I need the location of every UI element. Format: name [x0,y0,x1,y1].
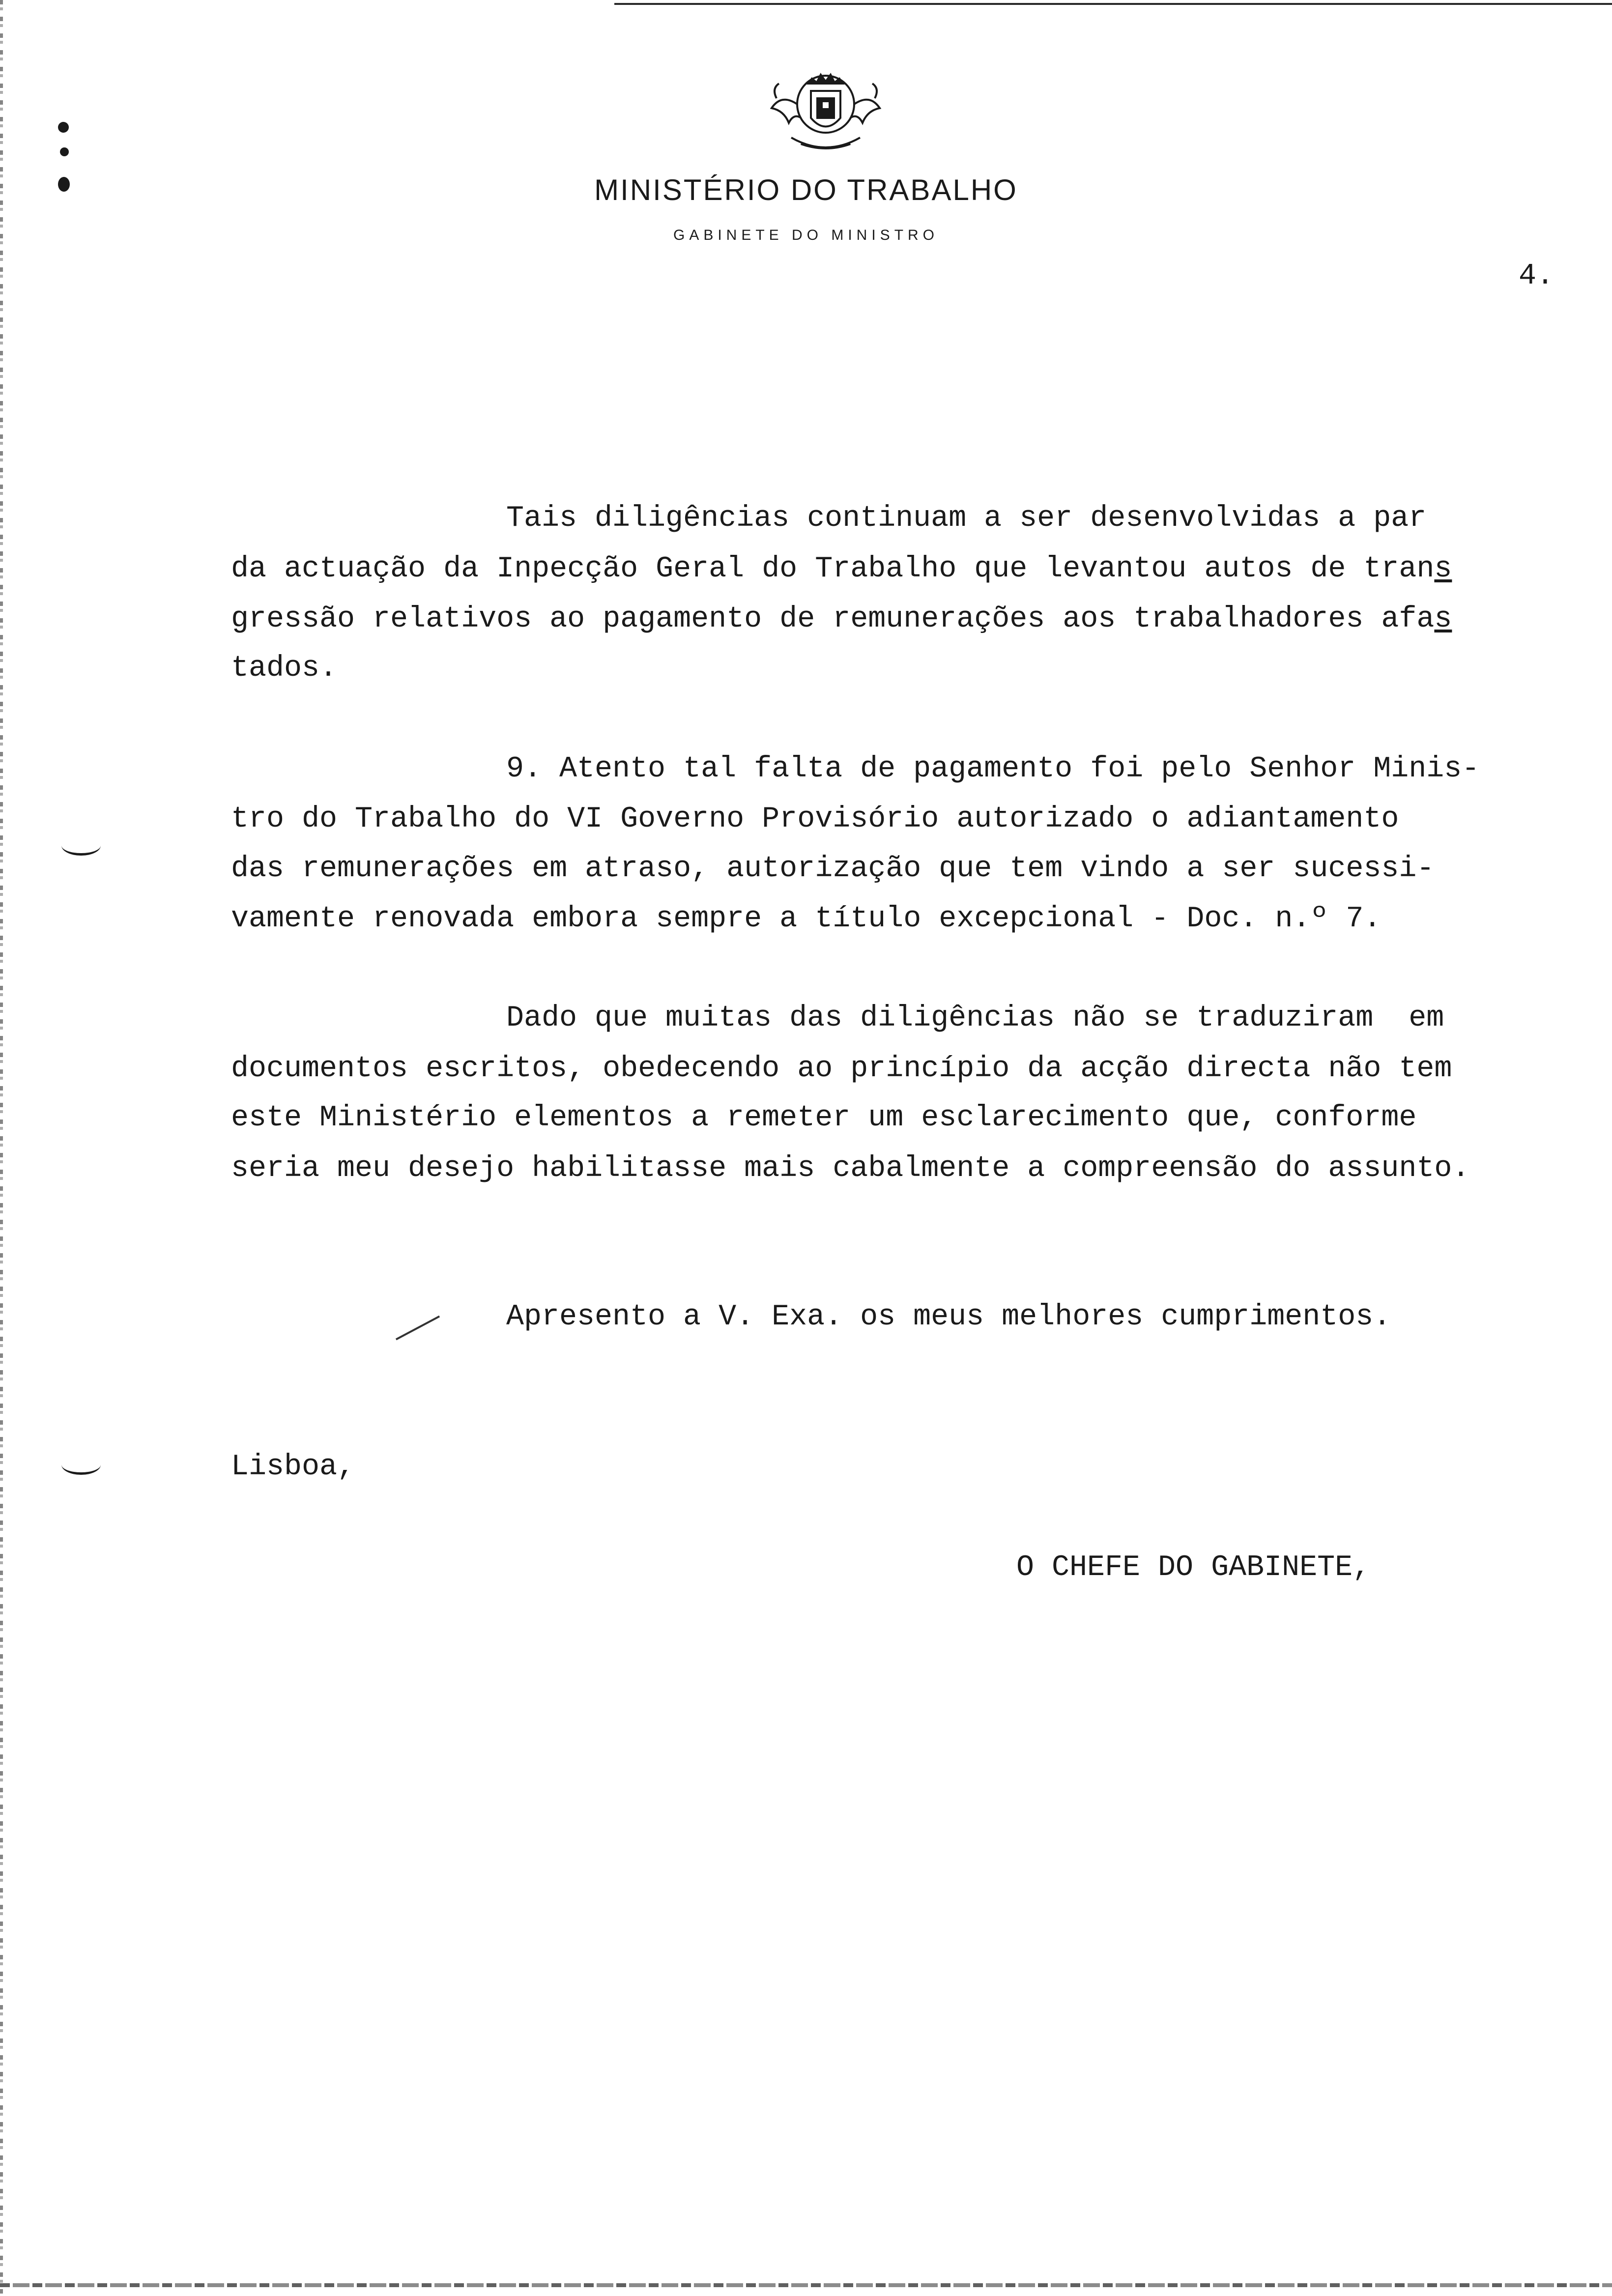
margin-bracket-mark [61,835,101,856]
coat-of-arms-icon [762,64,890,162]
text-line: este Ministério elementos a remeter um esclarecimento que, conforme [231,1101,1417,1135]
text-line: Tais diligências continuam a ser desenvolvidas a par [506,502,1427,535]
pen-stroke-mark [396,1316,440,1340]
page-number: 4. [1519,259,1554,293]
place-line: Lisboa, [231,1450,355,1484]
text-line: vamente renovada embora sempre a título excepcional - Doc. n.º 7. [231,902,1382,936]
ministry-title: MINISTÉRIO DO TRABALHO [594,173,1018,206]
punch-hole-mark [58,122,69,133]
text-line: Dado que muitas das diligências não se traduziram em [506,1002,1444,1035]
text-line: gressão relativos ao pagamento de remunerações aos trabalhadores afas [231,603,1452,636]
bottom-scan-edge [0,2283,1612,2287]
signature-title: O CHEFE DO GABINETE, [1016,1551,1371,1584]
text-line: 9. Atento tal falta de pagamento foi pelo Senhor Minis- [506,752,1480,786]
margin-bracket-mark [61,1455,101,1475]
text-line: das remunerações em atraso, autorização que tem vindo a ser sucessi- [231,852,1435,886]
text-line: documentos escritos, obedecendo ao princípio da acção directa não tem [231,1052,1452,1086]
closing-salutation: Apresento a V. Exa. os meus melhores cumprimentos. [506,1300,1391,1334]
left-scan-edge [0,0,3,2296]
punch-hole-mark [60,147,69,156]
top-edge-rule [614,3,1612,5]
cabinet-subtitle: GABINETE DO MINISTRO [673,227,939,243]
text-line: da actuação da Inpecção Geral do Trabalho que levantou autos de trans [231,552,1452,586]
text-line: tro do Trabalho do VI Governo Provisório autorizado o adiantamento [231,803,1399,836]
text-line: seria meu desejo habilitasse mais cabalmente a compreensão do assunto. [231,1152,1470,1185]
text-line: tados. [231,652,338,685]
